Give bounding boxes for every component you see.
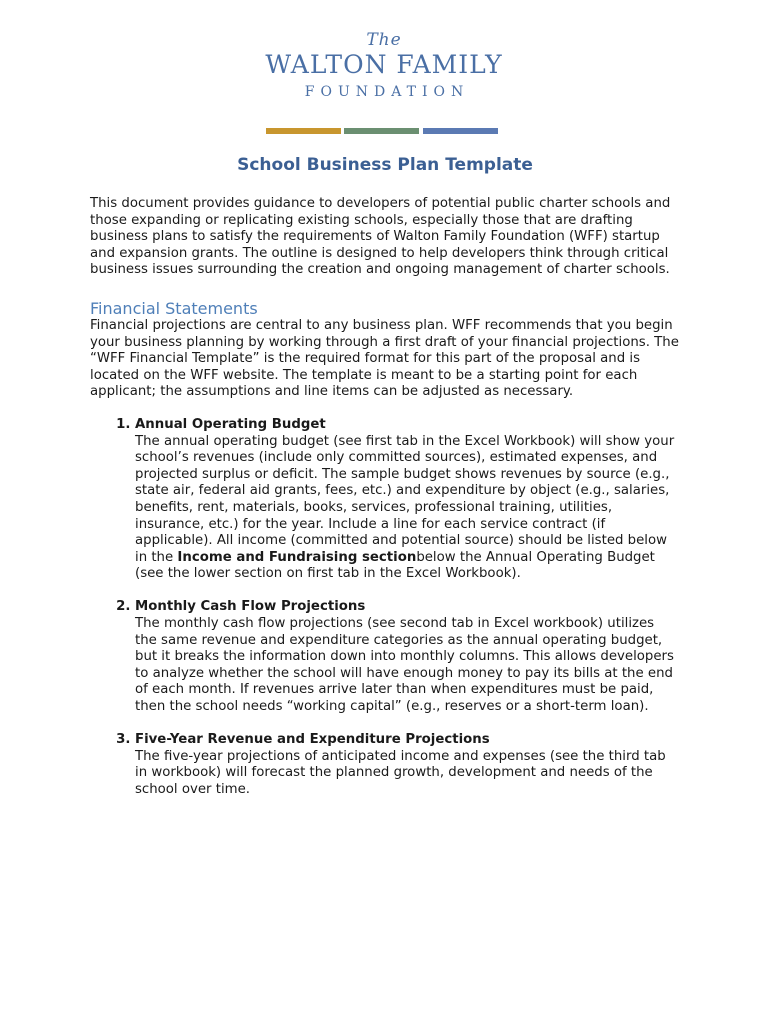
list-item-body: The annual operating budget (see first tab in the Excel Workbook) will show your school’s revenues (include only committed sources), estimated expenses, and projected surplus or deficit. The sample budget shows revenues by source (e.g., state air, federal aid grants, fees, etc.) and expenditure by object (e.g., salaries, benefits, rent, materials, books, services, professional training, utilities, insurance, etc.) for the year. Include a line for each service contract (if applicable). All income (committed and potential source) should be listed below in the [135, 433, 675, 565]
list-item-title: 3. Five-Year Revenue and Expenditure Projections [135, 732, 490, 748]
financial-statements-heading: Financial Statements [90, 298, 258, 318]
list-item [135, 599, 680, 715]
list-item-body: The five-year projections of anticipated income and expenses (see the third tab in workbook) will forecast the planned growth, development and needs of the school over time. [135, 748, 666, 797]
list-item-body-continued: below the Annual Operating Budget (see the lower section on first tab in the Excel Workbook). [135, 549, 655, 582]
logo-foundation-line: FOUNDATION [304, 84, 470, 100]
income-fundraising-emphasis: Income and Fundraising section [177, 549, 417, 565]
list-item [135, 417, 680, 583]
document-title: School Business Plan Template [237, 155, 533, 175]
logo-name-line: WALTON FAMILY [265, 50, 503, 79]
financial-statements-paragraph: Financial projections are central to any business plan. WFF recommends that you begin your business planning by working through a first draft of your financial projections. The “WFF Financial Template” is the required format for this part of the proposal and is located on the WFF website. The template is meant to be a starting point for each applicant; the assumptions and line items can be adjusted as necessary. [90, 317, 679, 400]
list-item-body: The monthly cash flow projections (see second tab in Excel workbook) utilizes the same revenue and expenditure categories as the annual operating budget, but it breaks the information down into monthly columns. This allows developers to analyze whether the school will have enough money to pay its bills at the end of each month. If revenues arrive later than when expenditures must be paid, then the school needs “working capital” (e.g., reserves or a short-term loan). [135, 616, 674, 715]
intro-paragraph: This document provides guidance to developers of potential public charter schools and those expanding or replicating existing schools, especially those that are drafting business plans to satisfy the requirements of Walton Family Foundation (WFF) startup and expansion grants. The outline is designed to help developers think through critical business issues surrounding the creation and ongoing management of charter schools. [90, 196, 671, 278]
list-item [135, 732, 680, 798]
list-item-title: 1. Annual Operating Budget [135, 416, 326, 432]
logo-bar-gold [266, 128, 341, 134]
logo-bar-blue [423, 128, 498, 134]
logo-bar-green [344, 128, 419, 134]
logo-the: The [366, 30, 402, 50]
document-body [90, 150, 680, 815]
foundation-logo [0, 30, 768, 101]
numbered-list [90, 417, 680, 799]
logo-color-bars [266, 128, 498, 134]
list-item-title: 2. Monthly Cash Flow Projections [135, 599, 366, 615]
